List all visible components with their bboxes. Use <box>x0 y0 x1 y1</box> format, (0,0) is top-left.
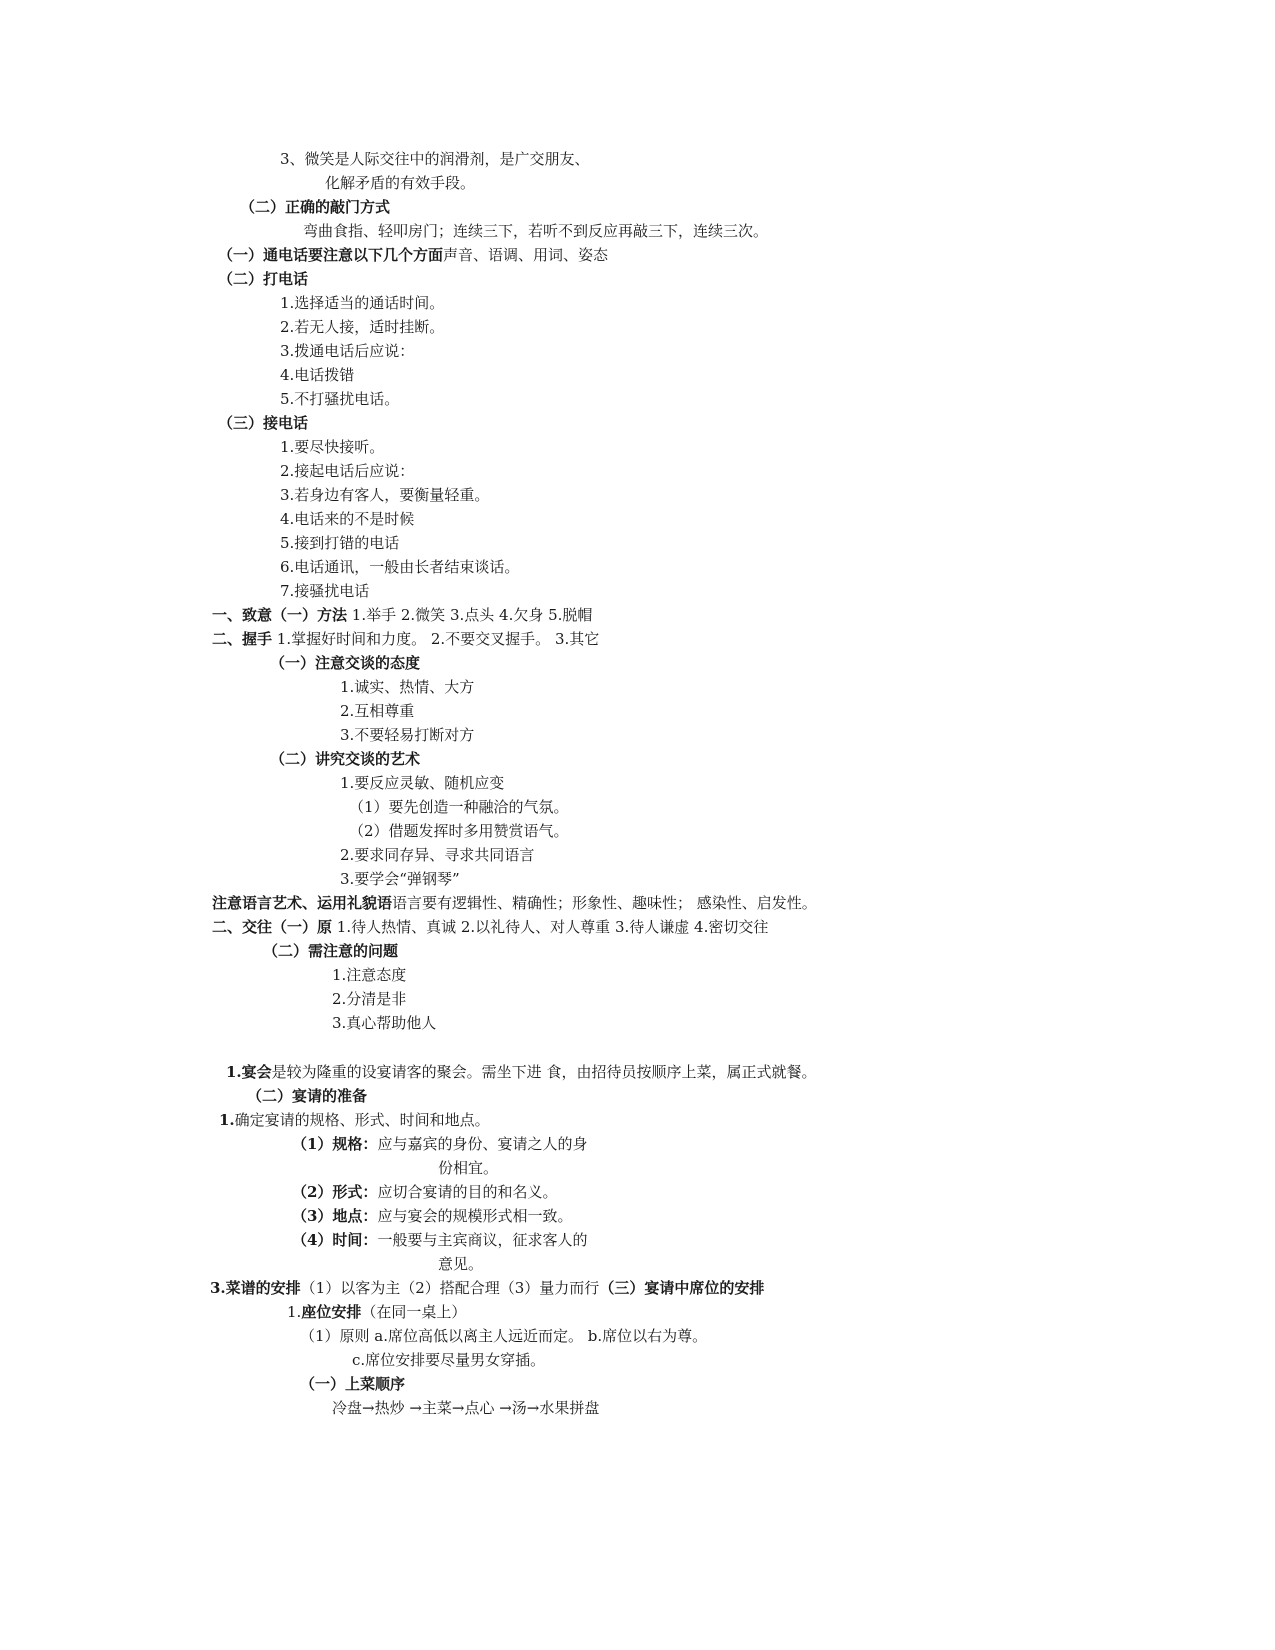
bold-run: 一、致意（一）方法 <box>212 606 348 624</box>
list-item <box>300 1325 707 1347</box>
text-run: （1）要先创造一种融洽的气氛。 <box>349 798 569 816</box>
text-run: 2.互相尊重 <box>340 702 415 720</box>
bold-run: 1.宴会 <box>226 1063 272 1081</box>
text-run: 2.分清是非 <box>332 990 407 1008</box>
bold-run: （4）时间： <box>292 1231 378 1249</box>
section-heading <box>212 628 599 650</box>
bold-run: 二、握手 <box>212 630 273 648</box>
text-run: 5.接到打错的电话 <box>280 534 400 552</box>
bold-run: （二）正确的敲门方式 <box>240 198 391 216</box>
text-run: 3.要学会“弹钢琴” <box>340 870 460 888</box>
text-run: 语言要有逻辑性、精确性；形象性、趣味性； 感染性、启发性。 <box>392 894 817 912</box>
bold-run: （二）讲究交谈的艺术 <box>270 750 421 768</box>
text-run: 意见。 <box>438 1255 484 1273</box>
text-run: 3.真心帮助他人 <box>332 1014 437 1032</box>
section-heading <box>218 268 308 290</box>
bold-run: （2）形式： <box>292 1183 378 1201</box>
list-item <box>280 460 414 482</box>
text-line <box>325 172 475 194</box>
list-item <box>280 340 414 362</box>
text-run: 4.电话拨错 <box>280 366 355 384</box>
text-run: 2.要求同存异、寻求共同语言 <box>340 846 535 864</box>
list-item <box>332 988 406 1010</box>
text-run: 1.掌握好时间和力度。 2.不要交叉握手。 3.其它 <box>272 630 600 648</box>
section-heading <box>270 748 420 770</box>
text-run: 应与宴会的规模形式相一致。 <box>377 1207 573 1225</box>
text-line <box>280 148 590 170</box>
text-run: 弯曲食指、轻叩房门；连续三下，若听不到反应再敲三下，连续三次。 <box>303 222 769 240</box>
text-line <box>438 1253 483 1275</box>
text-run: 1.要反应灵敏、随机应变 <box>340 774 505 792</box>
text-run: （1）以客为主（2）搭配合理（3）量力而行 <box>300 1279 600 1297</box>
list-item <box>349 796 569 818</box>
section-heading <box>218 412 308 434</box>
text-run: （1）原则 a.席位高低以离主人远近而定。 b.席位以右为尊。 <box>300 1327 708 1345</box>
list-item <box>340 724 474 746</box>
section-heading <box>212 892 817 914</box>
bold-run: 座位安排 <box>301 1303 362 1321</box>
text-run: 应与嘉宾的身份、宴请之人的身 <box>377 1135 588 1153</box>
text-run: 7.接骚扰电话 <box>280 582 370 600</box>
text-run: 化解矛盾的有效手段。 <box>325 174 476 192</box>
list-item <box>340 700 414 722</box>
list-item <box>292 1205 572 1227</box>
list-item <box>280 556 519 578</box>
text-run: 声音、语调、用词、姿态 <box>443 246 609 264</box>
text-run: 2.接起电话后应说： <box>280 462 415 480</box>
text-run: 3.若身边有客人，要衡量轻重。 <box>280 486 490 504</box>
text-run: 5.不打骚扰电话。 <box>280 390 400 408</box>
text-run: 6.电话通讯，一般由长者结束谈话。 <box>280 558 520 576</box>
section-heading <box>210 1277 764 1299</box>
bold-run: （三）宴请中席位的安排 <box>599 1279 765 1297</box>
list-item <box>280 532 399 554</box>
list-item <box>340 772 504 794</box>
bold-run: （二）需注意的问题 <box>263 942 399 960</box>
text-run: 冷盘→热炒 →主菜→点心 →汤→水果拼盘 <box>332 1399 600 1417</box>
list-item <box>280 436 384 458</box>
bold-run: （一）注意交谈的态度 <box>270 654 421 672</box>
bold-run: （二）宴请的准备 <box>247 1087 368 1105</box>
list-item <box>292 1229 587 1251</box>
list-item <box>280 388 399 410</box>
text-run: 3、微笑是人际交往中的润滑剂，是广交朋友、 <box>280 150 590 168</box>
text-run: （在同一桌上） <box>361 1303 467 1321</box>
text-run: 1.要尽快接听。 <box>280 438 385 456</box>
bold-run: （一）通电话要注意以下几个方面 <box>218 246 444 264</box>
bold-run: 1. <box>219 1111 235 1129</box>
section-heading <box>218 244 608 266</box>
text-run: 3.拨通电话后应说： <box>280 342 415 360</box>
list-item <box>280 580 369 602</box>
list-item <box>219 1109 490 1131</box>
list-item <box>332 1012 436 1034</box>
list-item <box>340 844 534 866</box>
text-run: c.席位安排要尽量男女穿插。 <box>352 1351 546 1369</box>
section-heading <box>300 1373 405 1395</box>
section-heading <box>270 652 420 674</box>
section-heading <box>247 1085 367 1107</box>
list-item <box>280 292 444 314</box>
text-run: 4.电话来的不是时候 <box>280 510 415 528</box>
text-run: 确定宴请的规格、形式、时间和地点。 <box>234 1111 490 1129</box>
text-run: 2.若无人接，适时挂断。 <box>280 318 445 336</box>
bold-run: （3）地点： <box>292 1207 378 1225</box>
text-line <box>438 1157 498 1179</box>
list-item <box>280 508 414 530</box>
paragraph <box>226 1061 816 1083</box>
text-run: 是较为隆重的设宴请客的聚会。需坐下进 食，由招待员按顺序上菜，属正式就餐。 <box>271 1063 817 1081</box>
bold-run: （1）规格： <box>292 1135 378 1153</box>
bold-run: 注意语言艺术、运用礼貌语 <box>212 894 393 912</box>
text-run: 应切合宴请的目的和名义。 <box>377 1183 558 1201</box>
list-item <box>292 1133 587 1155</box>
text-run: 1. <box>287 1303 302 1321</box>
text-run: 1.选择适当的通话时间。 <box>280 294 445 312</box>
bold-run: 3.菜谱的安排 <box>210 1279 301 1297</box>
list-item <box>349 820 569 842</box>
list-item <box>280 364 354 386</box>
bold-run: （三）接电话 <box>218 414 309 432</box>
text-line <box>303 220 768 242</box>
bold-run: 二、交往（一）原 <box>212 918 333 936</box>
text-run: 3.不要轻易打断对方 <box>340 726 475 744</box>
section-heading <box>212 604 592 626</box>
bold-run: （二）打电话 <box>218 270 309 288</box>
list-item <box>340 868 460 890</box>
text-run: 1.诚实、热情、大方 <box>340 678 475 696</box>
text-line <box>332 1397 599 1419</box>
text-run: （2）借题发挥时多用赞赏语气。 <box>349 822 569 840</box>
text-run: 1.注意态度 <box>332 966 407 984</box>
list-item <box>280 484 489 506</box>
text-run: 1.待人热情、真诚 2.以礼待人、对人尊重 3.待人谦虚 4.密切交往 <box>332 918 769 936</box>
list-item <box>292 1181 557 1203</box>
text-run: 1.举手 2.微笑 3.点头 4.欠身 5.脱帽 <box>347 606 593 624</box>
bold-run: （一）上菜顺序 <box>300 1375 406 1393</box>
text-run: 一般要与主宾商议，征求客人的 <box>377 1231 588 1249</box>
section-heading <box>263 940 398 962</box>
text-line <box>352 1349 545 1371</box>
section-heading <box>240 196 390 218</box>
list-item <box>340 676 474 698</box>
list-item <box>280 316 444 338</box>
list-item <box>332 964 406 986</box>
text-run: 份相宜。 <box>438 1159 499 1177</box>
list-item <box>287 1301 466 1323</box>
section-heading <box>212 916 768 938</box>
